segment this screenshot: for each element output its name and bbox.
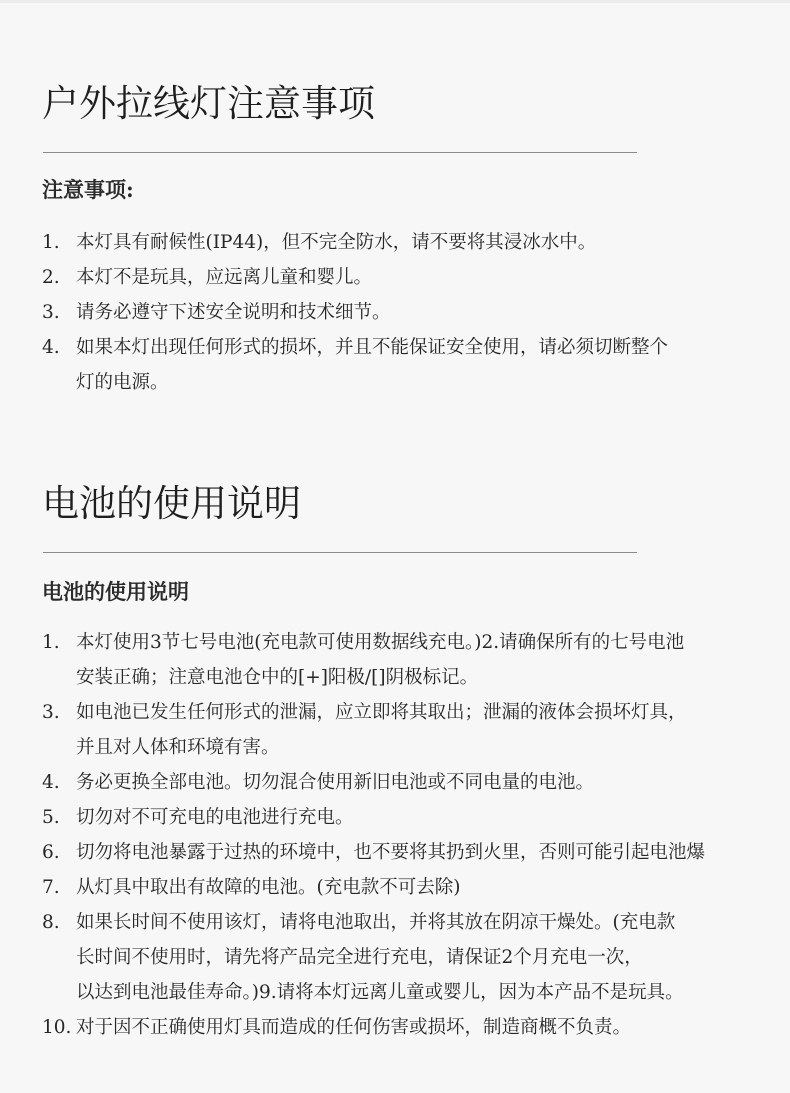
precautions-list (42, 225, 762, 400)
item-text: 如电池已发生任何形式的泄漏，应立即将其取出；泄漏的液体会损坏灯具， (76, 702, 687, 723)
item-text: 本灯具有耐候性(IP44)，但不完全防水，请不要将其浸冰水中。 (76, 232, 597, 253)
list-item (42, 835, 762, 870)
title-divider (43, 552, 637, 553)
battery-instructions-list (42, 625, 762, 1045)
list-item (42, 295, 762, 330)
item-text-continued: 以达到电池最佳寿命。)9.请将本灯远离儿童或婴儿，因为本产品不是玩具。 (76, 982, 684, 1003)
item-number: 8. (42, 912, 60, 933)
item-text: 本灯不是玩具，应远离儿童和婴儿。 (76, 267, 373, 288)
item-number: 4. (42, 772, 60, 793)
item-number: 2. (42, 267, 60, 288)
section-subtitle: 注意事项: (42, 177, 134, 202)
list-item (42, 260, 762, 295)
outdoor-light-precautions-section (42, 78, 762, 400)
section-title: 电池的使用说明 (42, 482, 301, 525)
list-item (42, 905, 762, 1010)
item-number: 3. (42, 702, 60, 723)
item-text-continued: 长时间不使用时，请先将产品完全进行充电，请保证2个月充电一次， (76, 947, 643, 968)
item-number: 10. (42, 1017, 72, 1038)
item-text: 如果本灯出现任何形式的损坏，并且不能保证安全使用，请必须切断整个 (76, 337, 669, 358)
list-item (42, 1010, 762, 1045)
list-item (42, 625, 762, 695)
item-number: 5. (42, 807, 60, 828)
item-text: 切勿将电池暴露于过热的环境中，也不要将其扔到火里，否则可能引起电池爆 (76, 842, 706, 863)
item-text: 从灯具中取出有故障的电池。(充电款不可去除) (76, 877, 461, 898)
item-number: 1. (42, 232, 60, 253)
title-divider (43, 152, 637, 153)
list-item (42, 765, 762, 800)
battery-usage-section (42, 478, 762, 1045)
item-text: 如果长时间不使用该灯，请将电池取出，并将其放在阴凉干燥处。(充电款 (76, 912, 676, 933)
item-text: 对于因不正确使用灯具而造成的任何伤害或损坏，制造商概不负责。 (76, 1017, 632, 1038)
item-text: 请务必遵守下述安全说明和技术细节。 (76, 302, 391, 323)
list-item (42, 695, 762, 765)
item-number: 3. (42, 302, 60, 323)
item-text: 切勿对不可充电的电池进行充电。 (76, 807, 354, 828)
section-subtitle: 电池的使用说明 (42, 579, 189, 604)
item-text-continued: 灯的电源。 (76, 372, 169, 393)
item-text-continued: 并且对人体和环境有害。 (76, 737, 280, 758)
item-number: 7. (42, 877, 60, 898)
list-item (42, 870, 762, 905)
item-number: 4. (42, 337, 60, 358)
item-text: 本灯使用3节七号电池(充电款可使用数据线充电。)2.请确保所有的七号电池 (76, 632, 685, 653)
item-number: 1. (42, 632, 60, 653)
list-item (42, 225, 762, 260)
list-item (42, 800, 762, 835)
top-border (0, 0, 790, 3)
section-title: 户外拉线灯注意事项 (42, 82, 375, 125)
item-text-continued: 安装正确；注意电池仓中的[+]阳极/[]阴极标记。 (76, 667, 479, 688)
list-item (42, 330, 762, 400)
item-text: 务必更换全部电池。切勿混合使用新旧电池或不同电量的电池。 (76, 772, 595, 793)
item-number: 6. (42, 842, 60, 863)
